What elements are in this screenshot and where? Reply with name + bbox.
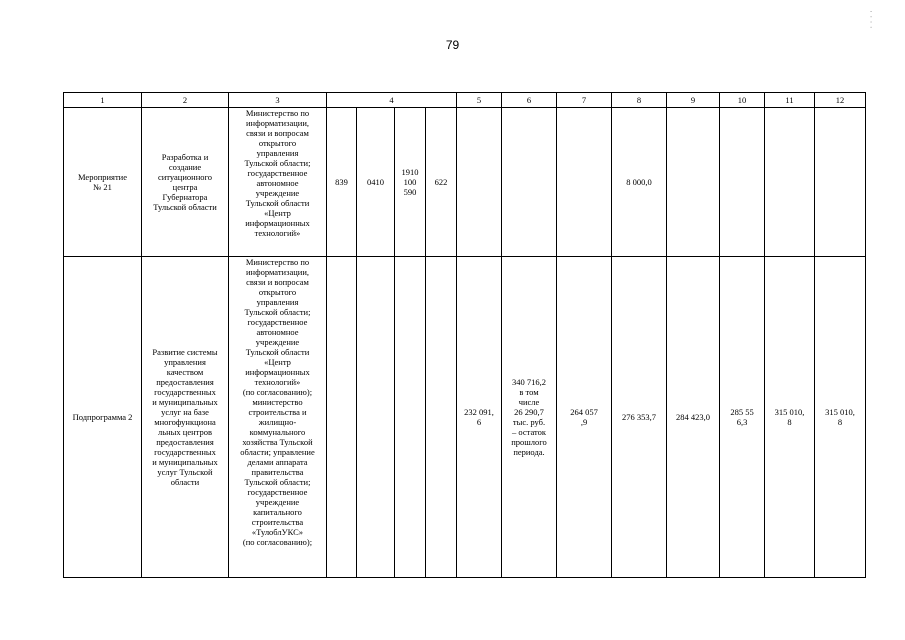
value-cell: 315 010, 8 <box>765 257 815 578</box>
page-number: 79 <box>445 38 460 52</box>
value-cell: 315 010, 8 <box>815 257 866 578</box>
header-cell: 5 <box>457 93 502 108</box>
table-row <box>64 257 866 578</box>
value-cell <box>667 108 720 257</box>
responsible-cell: Министерство по информатизации, связи и вопросам открытого управления Тульской области; государственное автономное учреждение Тульской области «Центр информационных технологий» <box>229 108 327 257</box>
value-cell <box>457 108 502 257</box>
value-cell <box>502 108 557 257</box>
event-title-cell: Развитие системы управления качеством предоставления государственных и муниципальных услуг на базе многофункциона льных центров предоставления государственных и муниципальных услуг Тульской области <box>142 257 229 578</box>
value-cell: 276 353,7 <box>612 257 667 578</box>
value-cell: 8 000,0 <box>612 108 667 257</box>
code-cell <box>395 257 426 578</box>
header-cell: 3 <box>229 93 327 108</box>
header-cell: 11 <box>765 93 815 108</box>
responsible-cell: Министерство по информатизации, связи и вопросам открытого управления Тульской области; государственное автономное учреждение Тульской области «Центр информационных технологий» (по согласованию); министерство строительства и жилищно- коммунального хозяйства Тульской области; управление делами аппарата правительства Тульской области; государственное учреждение капитального строительства «ТулоблУКС» (по согласованию); <box>229 257 327 578</box>
code-cell: 0410 <box>357 108 395 257</box>
code-cell <box>357 257 395 578</box>
header-cell: 12 <box>815 93 866 108</box>
code-cell: 839 <box>327 108 357 257</box>
value-cell <box>765 108 815 257</box>
code-cell: 622 <box>426 108 457 257</box>
header-cell: 6 <box>502 93 557 108</box>
header-row <box>64 93 866 108</box>
value-cell <box>720 108 765 257</box>
event-name-cell: Подпрограмма 2 <box>64 257 142 578</box>
code-cell <box>426 257 457 578</box>
code-cell <box>327 257 357 578</box>
value-cell: 232 091, 6 <box>457 257 502 578</box>
header-cell: 7 <box>557 93 612 108</box>
header-cell: 9 <box>667 93 720 108</box>
header-cell: 2 <box>142 93 229 108</box>
value-cell: 284 423,0 <box>667 257 720 578</box>
header-cell: 8 <box>612 93 667 108</box>
header-cell: 10 <box>720 93 765 108</box>
header-cell: 1 <box>64 93 142 108</box>
code-cell: 1910 100 590 <box>395 108 426 257</box>
value-cell <box>815 108 866 257</box>
value-cell <box>557 108 612 257</box>
event-name-cell: Мероприятие № 21 <box>64 108 142 257</box>
value-cell: 264 057 ,9 <box>557 257 612 578</box>
budget-table <box>63 92 866 578</box>
event-title-cell: Разработка и создание ситуационного центра Губернатора Тульской области <box>142 108 229 257</box>
header-cell: 4 <box>327 93 457 108</box>
value-cell: 340 716,2 в том числе 26 290,7 тыс. руб. – остаток прошлого периода. <box>502 257 557 578</box>
corner-mark: · · · · <box>866 10 876 29</box>
table-row <box>64 108 866 257</box>
value-cell: 285 55 6,3 <box>720 257 765 578</box>
